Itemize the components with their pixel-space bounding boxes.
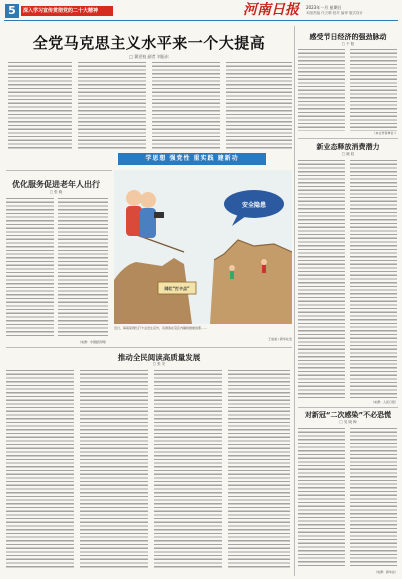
editorial-cartoon xyxy=(114,170,292,324)
column-divider xyxy=(294,26,295,576)
lead-column-2 xyxy=(78,62,146,150)
right-top-text-1 xyxy=(298,49,345,131)
bottom-text-1 xyxy=(6,370,74,570)
right-mid-text-2 xyxy=(350,160,397,400)
right-bottom-headline: 对新冠“二次感染”不必恐慌 xyxy=(304,411,392,419)
right-divider-1 xyxy=(298,138,398,139)
right-top-headline: 感受节日经济的强劲脉动 xyxy=(309,33,387,41)
bottom-text-4 xyxy=(228,370,290,570)
bottom-section-divider xyxy=(6,347,292,348)
right-bottom-text-2 xyxy=(350,428,397,568)
right-mid-text-1 xyxy=(298,160,345,400)
lead-byline: □ 冀党校 副者 刘振东 xyxy=(129,54,169,59)
left-headline: 优化服务促进老年人出行 xyxy=(12,180,100,189)
lead-column-1 xyxy=(8,62,72,150)
issue-date: 2023年一月 星期日 xyxy=(306,5,342,10)
left-credit: （来源：中国经济网） xyxy=(77,340,108,344)
lead-column-3 xyxy=(152,62,220,150)
right-mid-credit: （来源：人民日报） xyxy=(370,400,398,404)
bottom-byline: □ 张 安 xyxy=(152,362,166,366)
bottom-text-3 xyxy=(154,370,222,570)
lead-column-4 xyxy=(226,62,292,150)
right-mid-headline: 新业态释放消费潜力 xyxy=(316,143,380,151)
right-bottom-text-1 xyxy=(298,428,345,568)
right-mid-byline: □ 晓 姣 xyxy=(341,152,355,156)
right-top-credit: （本文作者单位：） xyxy=(372,131,398,135)
section-divider xyxy=(6,170,112,171)
bottom-text-2 xyxy=(80,370,148,570)
newspaper-logo: 河南日报 xyxy=(243,2,299,18)
right-top-text-2 xyxy=(350,49,397,131)
right-bottom-byline: □ 吴 晓 梅 xyxy=(339,420,357,424)
left-text-1 xyxy=(6,198,54,338)
cartoon-credit: 王成旭 / 新华社发 xyxy=(268,337,292,341)
plaque-label: 网红“打卡点” xyxy=(164,286,190,291)
left-text-2 xyxy=(58,198,108,338)
page-number: 5 xyxy=(5,4,19,18)
right-divider-2 xyxy=(298,407,398,408)
cartoon-drawing xyxy=(114,170,292,324)
bottom-headline: 推动全民阅读高质量发展 xyxy=(117,353,201,362)
header-rule xyxy=(4,20,398,21)
right-bottom-credit: （来源：新华社） xyxy=(373,570,398,574)
right-top-byline: □ 千 阳 xyxy=(341,42,355,46)
slogan-banner: 学思想 强党性 重实践 建新功 xyxy=(118,153,266,165)
column-banner: 深入学习宣传贯彻党的二十大精神 xyxy=(21,6,113,16)
edition-credits: 本版责编 代天晴 校对 编审 版式设计 xyxy=(306,11,363,15)
left-byline: □ 张 晓 xyxy=(49,190,63,194)
cartoon-caption: 近日，海南某网红打卡点发生意外，有游客在景区内攀爬悬崖拍照…… xyxy=(114,326,208,330)
bubble-label: 安全隐患 xyxy=(241,202,267,209)
lead-headline: 全党马克思主义水平来一个大提高 xyxy=(32,34,266,52)
